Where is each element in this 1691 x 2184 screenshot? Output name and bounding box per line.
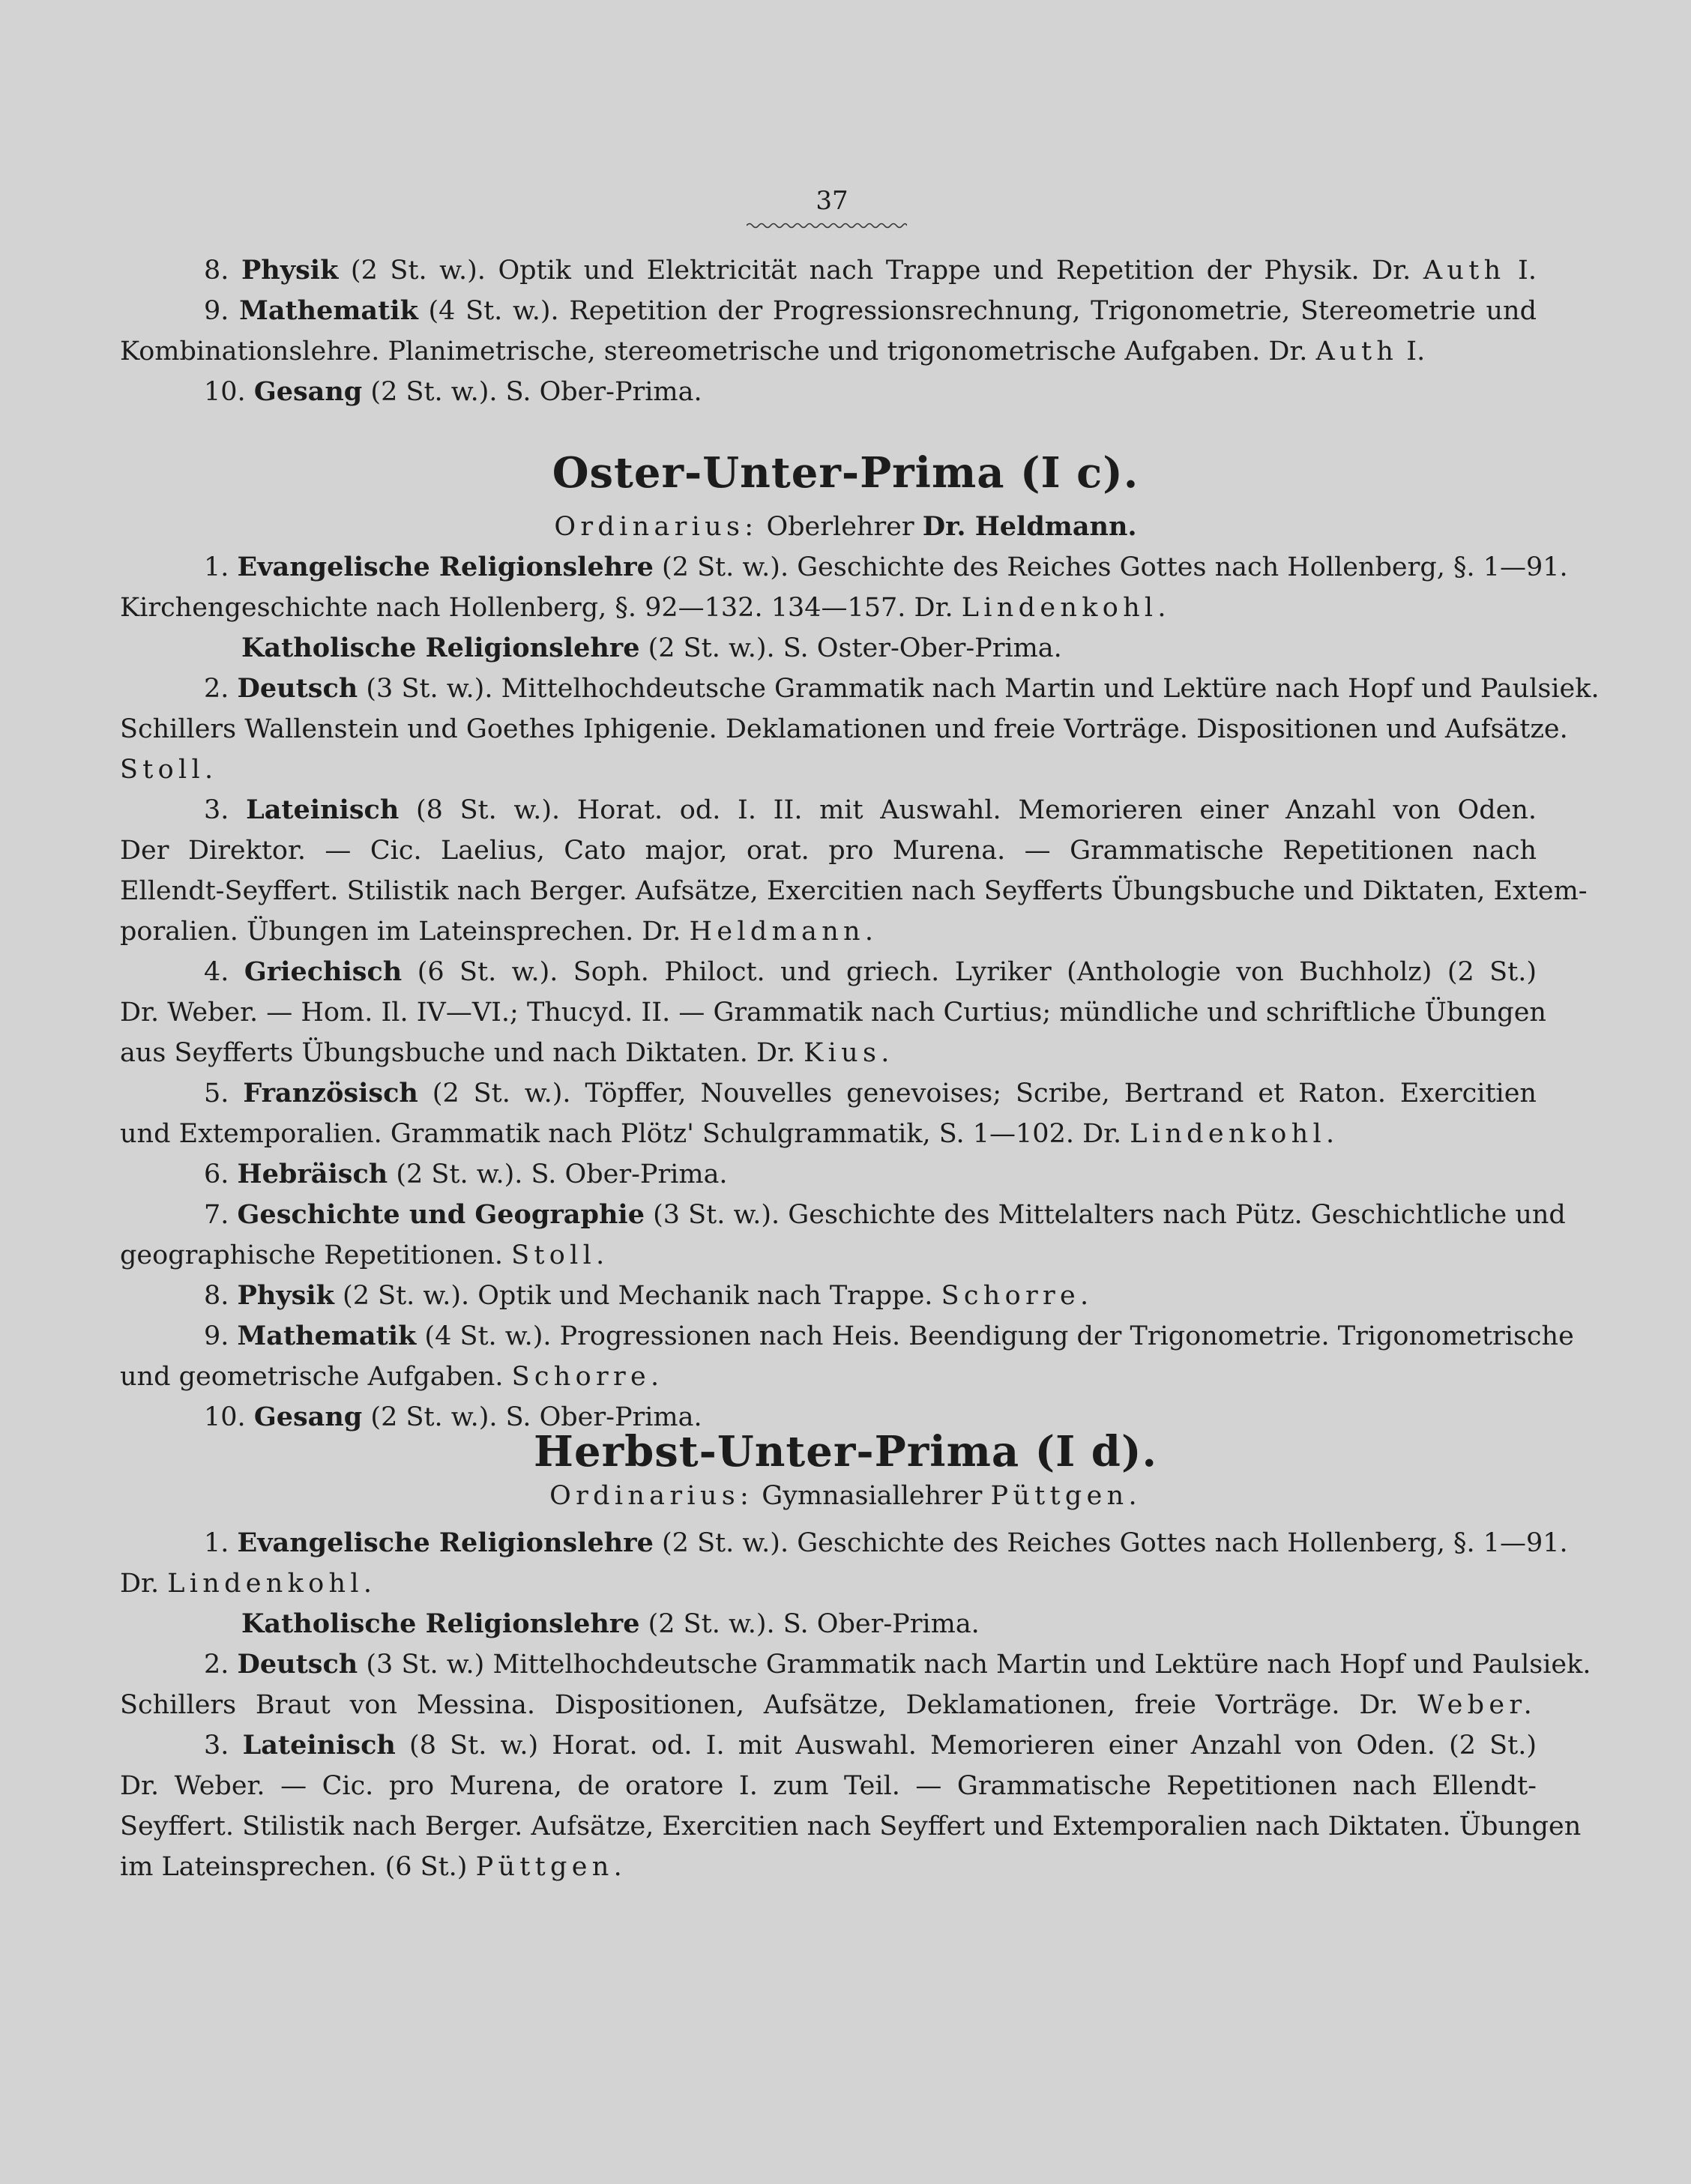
ic-lateinisch: 3. Lateinisch (8 St. w.). Horat. od. I. II. mit Auswahl. Memorieren einer Anzahl von Oden. <box>204 794 1537 825</box>
ic-physik: 8. Physik (2 St. w.). Optik und Mechanik nach Trappe. Schorre. <box>204 1280 1094 1311</box>
section-id-ordinarius: Ordinarius: Gymnasiallehrer Püttgen. <box>549 1481 1142 1511</box>
page-number: 37 <box>816 186 848 216</box>
ic-deutsch-teacher: Stoll. <box>120 755 218 785</box>
section-ic-ordinarius: Ordinarius: Oberlehrer Dr. Heldmann. <box>554 511 1137 542</box>
ic-evangelische-religion: 1. Evangelische Religionslehre (2 St. w.). Geschichte des Reiches Gottes nach Hollenberg, §. 1—91. <box>204 552 1568 582</box>
id-lateinisch-cont2: Seyffert. Stilistik nach Berger. Aufsätze, Exercitien nach Seyffert und Extemporalien nach Diktaten. Übungen <box>120 1812 1582 1841</box>
id-lateinisch: 3. Lateinisch (8 St. w.) Horat. od. I. mit Auswahl. Memorieren einer Anzahl von Oden. (2 St.) <box>204 1730 1537 1761</box>
ic-gesang: 10. Gesang (2 St. w.). S. Ober-Prima. <box>204 1402 702 1432</box>
ic-lateinisch-cont3: poralien. Übungen im Lateinsprechen. Dr. Heldmann. <box>120 917 878 947</box>
gesang-line: 10. Gesang (2 St. w.). S. Ober-Prima. <box>204 376 702 407</box>
ic-geschichte-cont: geographische Repetitionen. Stoll. <box>120 1240 609 1270</box>
ic-franzoesisch-cont: und Extemporalien. Grammatik nach Plötz' Schulgrammatik, S. 1—102. Dr. Lindenkohl. <box>120 1119 1339 1149</box>
ic-geschichte: 7. Geschichte und Geographie (3 St. w.). Geschichte des Mittelalters nach Pütz. Geschichtliche und <box>204 1199 1566 1230</box>
id-evangelische-religion: 1. Evangelische Religionslehre (2 St. w.). Geschichte des Reiches Gottes nach Hollenberg, §. 1—91. <box>204 1527 1568 1558</box>
ic-mathematik: 9. Mathematik (4 St. w.). Progressionen nach Heis. Beendigung der Trigonometrie. Trigonometrische <box>204 1321 1574 1351</box>
ic-kirchengeschichte: Kirchengeschichte nach Hollenberg, §. 92—132. 134—157. Dr. Lindenkohl. <box>120 593 1171 623</box>
ic-griechisch: 4. Griechisch (6 St. w.). Soph. Philoct. und griech. Lyriker (Anthologie von Buchholz) (2 St.) <box>204 956 1537 987</box>
wavy-rule <box>747 222 907 229</box>
id-evangelische-teacher: Dr. Lindenkohl. <box>120 1569 377 1599</box>
ic-katholische-religion: Katholische Religionslehre (2 St. w.). S. Oster-Ober-Prima. <box>241 633 1062 663</box>
ic-griechisch-cont2: aus Seyfferts Übungsbuche und nach Diktaten. Dr. Kius. <box>120 1038 894 1068</box>
mathematik-continuation: Kombinationslehre. Planimetrische, stereometrische und trigonometrische Aufgaben. Dr. Auth I. <box>120 337 1426 366</box>
section-ic-title: Oster-Unter-Prima (I c). <box>552 448 1139 498</box>
mathematik-line: 9. Mathematik (4 St. w.). Repetition der Progressionsrechnung, Trigonometrie, Stereometrie und <box>204 295 1537 326</box>
ic-griechisch-cont1: Dr. Weber. — Hom. Il. IV—VI.; Thucyd. II. — Grammatik nach Curtius; mündliche und schriftliche Übungen <box>120 998 1546 1028</box>
ic-franzoesisch: 5. Französisch (2 St. w.). Töpffer, Nouvelles genevoises; Scribe, Bertrand et Raton. Exercitien <box>204 1078 1537 1108</box>
ic-lateinisch-cont1: Der Direktor. — Cic. Laelius, Cato major, orat. pro Murena. — Grammatische Repetitionen nach <box>120 836 1537 866</box>
id-deutsch-cont: Schillers Braut von Messina. Dispositionen, Aufsätze, Deklamationen, freie Vorträge. Dr. Weber. <box>120 1690 1537 1720</box>
id-lateinisch-cont3: im Lateinsprechen. (6 St.) Püttgen. <box>120 1852 627 1882</box>
ic-mathematik-cont: und geometrische Aufgaben. Schorre. <box>120 1362 664 1392</box>
section-id-title: Herbst-Unter-Prima (I d). <box>534 1427 1157 1476</box>
ic-hebraeisch: 6. Hebräisch (2 St. w.). S. Ober-Prima. <box>204 1159 728 1189</box>
ic-deutsch: 2. Deutsch (3 St. w.). Mittelhochdeutsche Grammatik nach Martin und Lektüre nach Hopf und Paulsiek. <box>204 673 1600 704</box>
physik-line: 8. Physik (2 St. w.). Optik und Elektricität nach Trappe und Repetition der Physik. Dr. Auth I. <box>204 255 1537 286</box>
ic-lateinisch-cont2: Ellendt-Seyffert. Stilistik nach Berger. Aufsätze, Exercitien nach Seyfferts Übungsbuche und Diktaten, Extem- <box>120 876 1588 906</box>
ic-deutsch-cont: Schillers Wallenstein und Goethes Iphigenie. Deklamationen und freie Vorträge. Dispositionen und Aufsätze. <box>120 714 1568 744</box>
id-katholische-religion: Katholische Religionslehre (2 St. w.). S. Ober-Prima. <box>241 1608 980 1639</box>
id-lateinisch-cont1: Dr. Weber. — Cic. pro Murena, de oratore I. zum Teil. — Grammatische Repetitionen nach Ellendt- <box>120 1771 1537 1801</box>
id-deutsch: 2. Deutsch (3 St. w.) Mittelhochdeutsche Grammatik nach Martin und Lektüre nach Hopf und Paulsiek. <box>204 1649 1591 1680</box>
